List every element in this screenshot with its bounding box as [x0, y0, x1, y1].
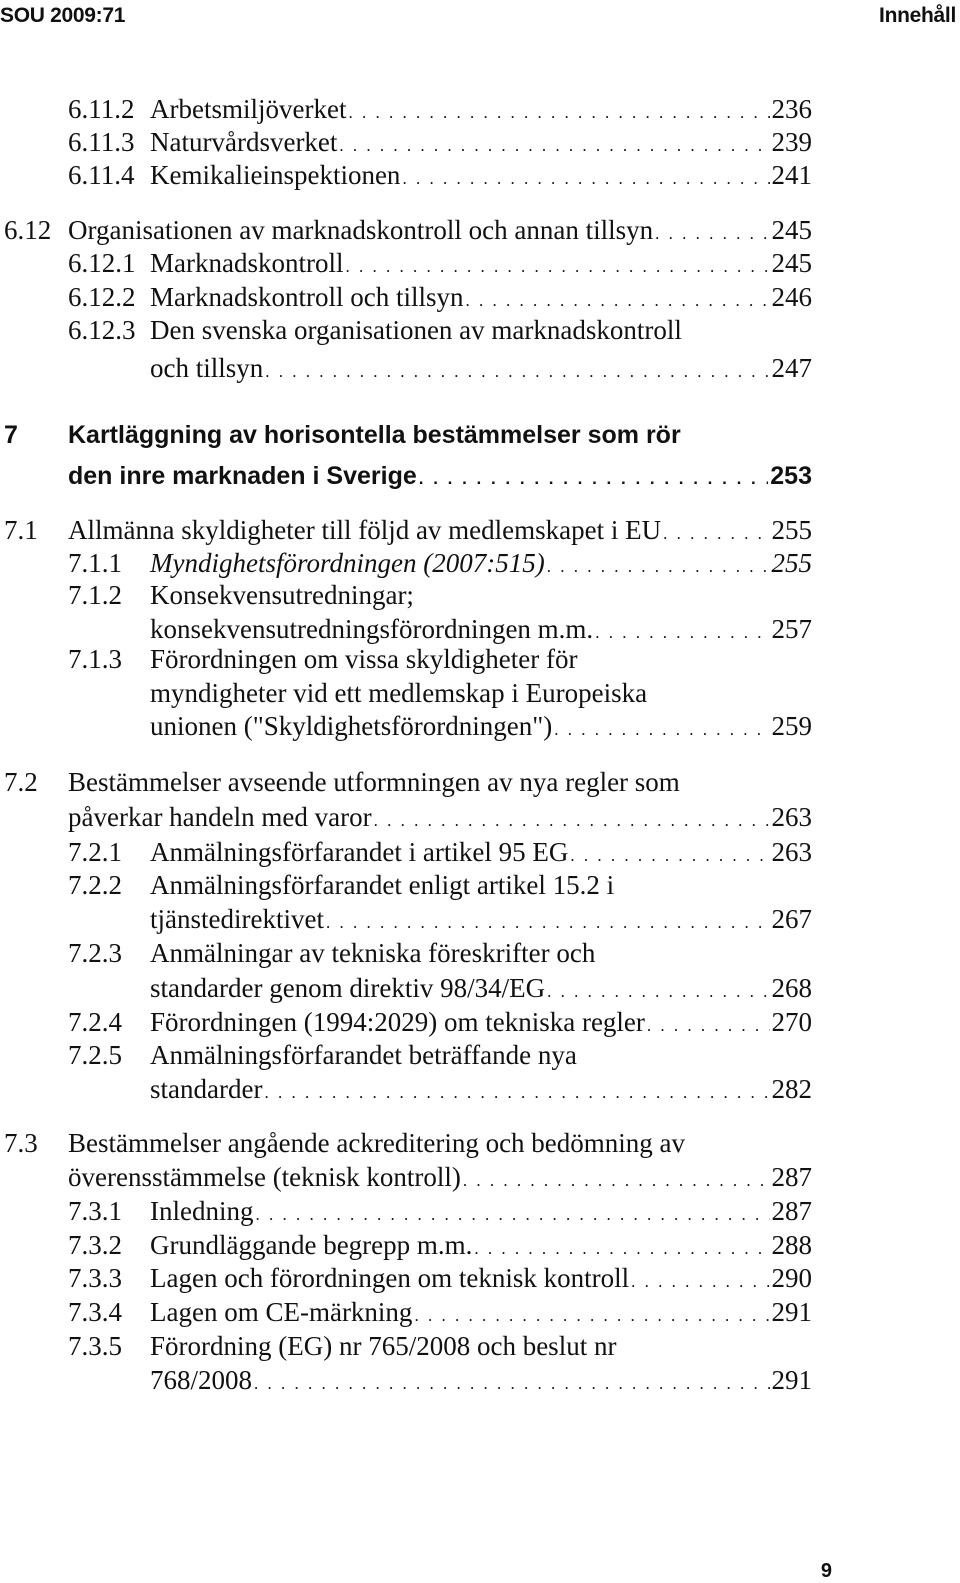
toc-section-title: standarder genom direktiv 98/34/EG: [150, 973, 546, 1003]
toc-entry-line: [150, 1363, 812, 1401]
toc-page-number: 247: [771, 353, 812, 383]
toc-section-number: 7.3.3: [68, 1263, 122, 1293]
toc-section-number: 7.2.2: [68, 870, 122, 900]
dot-leader: [345, 250, 769, 284]
toc-section-number: 7.2.1: [68, 837, 122, 867]
toc-entry-line: [150, 1072, 812, 1110]
dot-leader: [326, 906, 770, 940]
toc-section-title: Förordning (EG) nr 765/2008 och beslut nr: [150, 1331, 617, 1361]
toc-entry-line: [68, 246, 812, 284]
toc-entry-line: [68, 459, 812, 496]
toc-section-title: Konsekvensutredningar;: [150, 580, 414, 610]
toc-entry-line: [68, 158, 812, 196]
toc-section-number: 7.1.2: [68, 580, 122, 610]
toc-section-number: 6.11.2: [68, 94, 135, 124]
toc-section-number: 7.3.5: [68, 1331, 122, 1361]
toc-section-title: Allmänna skyldigheter till följd av medlemskapet i EU: [68, 515, 662, 545]
toc-page-number: 270: [771, 1007, 812, 1037]
toc-section-title: Anmälningar av tekniska föreskrifter och: [150, 938, 596, 968]
toc-entry-line: [68, 868, 812, 902]
toc-section-title: påverkar handeln med varor: [68, 802, 372, 832]
dot-leader: [402, 162, 769, 196]
toc-section-number: 7.2: [4, 767, 38, 797]
toc-page-number: 263: [771, 837, 812, 867]
dot-leader: [463, 1164, 770, 1198]
toc-section-number: 7.1: [4, 515, 38, 545]
toc-entry-line: [68, 1261, 812, 1299]
toc-section-number: 7.2.5: [68, 1040, 122, 1070]
toc-entry-line: [150, 676, 812, 710]
toc-page-number: 241: [771, 160, 812, 190]
toc-page-number: 239: [771, 127, 812, 157]
toc-section-title: Arbetsmiljöverket: [150, 94, 347, 124]
toc-section-number: 6.11.3: [68, 127, 135, 157]
toc-section-number: 7.3.1: [68, 1196, 122, 1226]
toc-section-title: Anmälningsförfarandet i artikel 95 EG: [150, 837, 569, 867]
toc-entry-line: [68, 1038, 812, 1072]
dot-leader: [264, 1076, 769, 1110]
toc-section-title: Anmälningsförfarandet enligt artikel 15.2 i: [150, 870, 615, 900]
toc-section-number: 6.12.1: [68, 248, 136, 278]
toc-page-number: 263: [771, 802, 812, 832]
toc-page-number: 253: [770, 462, 812, 490]
toc-entry-line: [68, 578, 812, 612]
toc-entry-line: [68, 642, 812, 676]
toc-section-title: Marknadskontroll: [150, 248, 344, 278]
toc-entry-line: [68, 313, 812, 347]
toc-section-number: 7.3.4: [68, 1297, 122, 1327]
toc-section-title: Myndighetsförordningen (2007:515): [150, 548, 545, 578]
dot-leader: [374, 804, 770, 838]
toc-page-number: 257: [771, 614, 812, 644]
toc-entry-line: [150, 902, 812, 940]
dot-leader: [254, 1367, 769, 1401]
toc-section-title: Kartläggning av horisontella bestämmelser som rör: [68, 421, 681, 449]
toc-section-title: Grundläggande begrepp m.m.: [150, 1230, 473, 1260]
toc-page-number: 282: [771, 1074, 812, 1104]
dot-leader: [265, 355, 769, 389]
toc-page-number: 291: [771, 1365, 812, 1395]
toc-entry-line: [68, 800, 812, 838]
toc-section-number: 7: [4, 421, 18, 449]
dot-leader: [414, 1299, 769, 1333]
toc-section-number: 6.12.2: [68, 282, 136, 312]
toc-page-number: 259: [771, 711, 812, 741]
dot-leader: [554, 713, 769, 747]
toc-section-number: 7.3.2: [68, 1230, 122, 1260]
toc-page-number: 246: [771, 282, 812, 312]
toc-entry-line: [68, 1194, 812, 1232]
toc-section-title: standarder: [150, 1074, 263, 1104]
toc-section-title: Anmälningsförfarandet beträffande nya: [150, 1040, 577, 1070]
toc-entry-line: [68, 936, 812, 970]
toc-section-number: 7.3: [4, 1128, 38, 1158]
toc-entry-line: [68, 1329, 812, 1363]
toc-entry-line: [68, 1160, 812, 1198]
toc-entry-line: [150, 971, 812, 1009]
toc-page-number: 267: [771, 904, 812, 934]
running-header-left: SOU 2009:71: [0, 4, 126, 27]
toc-page-number: 288: [771, 1230, 812, 1260]
dot-leader: [547, 975, 769, 1009]
toc-section-title: unionen ("Skyldighetsförordningen"): [150, 711, 553, 741]
toc-section-title: Bestämmelser avseende utformningen av nya regler som: [68, 767, 680, 797]
dot-leader: [419, 462, 769, 496]
toc-entry-line: [150, 351, 812, 389]
toc-entry-line: [4, 1126, 812, 1160]
toc-section-title: tjänstedirektivet: [150, 904, 324, 934]
toc-page-number: 291: [771, 1297, 812, 1327]
toc-section-title: myndigheter vid ett medlemskap i Europeiska: [150, 678, 648, 708]
toc-page-number: 245: [771, 248, 812, 278]
toc-section-number: 7.1.1: [68, 548, 122, 578]
toc-section-title: Naturvårdsverket: [150, 127, 338, 157]
toc-section-number: 6.11.4: [68, 160, 135, 190]
toc-section-title: Bestämmelser angående ackreditering och bedömning av: [68, 1128, 686, 1158]
running-header-right: Innehåll: [879, 4, 956, 27]
toc-section-title: konsekvensutredningsförordningen m.m.: [150, 614, 594, 644]
toc-entry-line: [150, 709, 812, 747]
toc-page-number: 287: [771, 1162, 812, 1192]
toc-section-title: överensstämmelse (teknisk kontroll): [68, 1162, 461, 1192]
toc-section-number: 6.12: [4, 215, 52, 245]
toc-section-number: 7.2.3: [68, 938, 122, 968]
toc-page-number: 268: [771, 973, 812, 1003]
toc-section-title: 768/2008: [150, 1365, 253, 1395]
toc-section-title: Lagen och förordningen om teknisk kontroll: [150, 1263, 630, 1293]
dot-leader: [631, 1265, 769, 1299]
toc-section-number: 7.1.3: [68, 644, 122, 674]
toc-entry-line: [4, 765, 812, 799]
toc-entry-line: [4, 418, 812, 452]
toc-section-title: Den svenska organisationen av marknadskontroll: [150, 315, 682, 345]
toc-page-number: 245: [771, 215, 812, 245]
toc-page-number: 255: [771, 548, 812, 578]
toc-section-number: 6.12.3: [68, 315, 136, 345]
page-number: 9: [820, 1560, 832, 1582]
toc-entry-line: [68, 1295, 812, 1333]
toc-page-number: 255: [771, 515, 812, 545]
toc-page-number: 236: [771, 94, 812, 124]
toc-section-title: och tillsyn: [150, 353, 264, 383]
toc-section-title: Förordningen om vissa skyldigheter för: [150, 644, 578, 674]
toc-section-title: Lagen om CE-märkning: [150, 1297, 413, 1327]
toc-section-title: Marknadskontroll och tillsyn: [150, 282, 464, 312]
toc-section-number: 7.2.4: [68, 1007, 122, 1037]
toc-page-number: 290: [771, 1263, 812, 1293]
toc-section-title: Förordningen (1994:2029) om tekniska regler: [150, 1007, 645, 1037]
toc-section-title: Inledning: [150, 1196, 254, 1226]
toc-section-title: den inre marknaden i Sverige: [68, 462, 417, 490]
toc-section-title: Kemikalieinspektionen: [150, 160, 401, 190]
dot-leader: [255, 1198, 769, 1232]
toc-section-title: Organisationen av marknadskontroll och annan tillsyn: [68, 215, 654, 245]
toc-page-number: 287: [771, 1196, 812, 1226]
